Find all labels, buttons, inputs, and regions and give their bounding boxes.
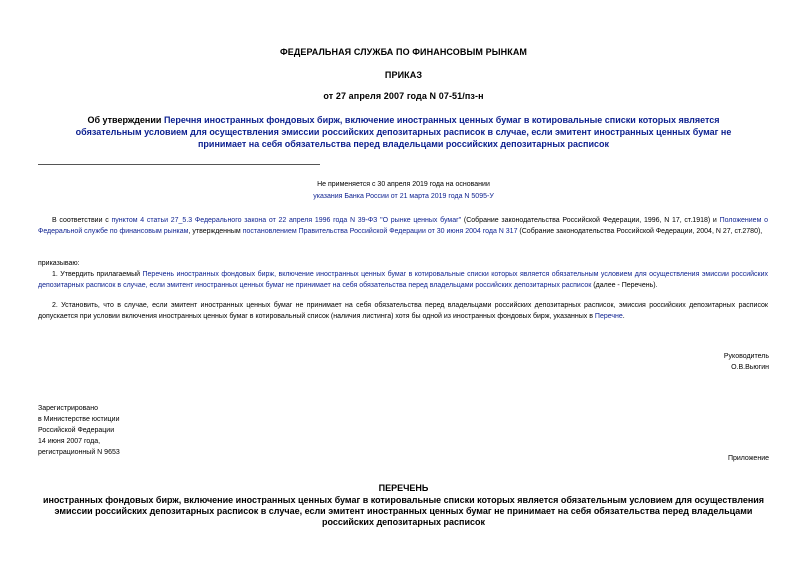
document-title	[60, 114, 747, 150]
item-2-text-1: 2. Установить, что в случае, если эмитент иностранных ценных бумаг не принимает на себя обязательства перед владельцами российских депозитарных расписок, эмиссия российских депозитарных расписок допускается при условии включения иностранных ценных бумаг в котировальный список (наличия листинга) хотя бы одной из иностранных фондовых бирж, указанных в	[38, 302, 768, 320]
item-2-text-2: .	[622, 313, 625, 320]
list-description: иностранных фондовых бирж, включение иностранных ценных бумаг в котировальные списки которых является обязательным условием для осуществления эмиссии российских депозитарных расписок в случае, если эмитент иностранных ценных бумаг не принимает на себя обязательства перед владельцами российских депозитарных расписок	[42, 495, 765, 527]
signature-name: О.В.Вьюгин	[731, 364, 769, 371]
status-link[interactable]: указания Банка России от 21 марта 2019 года N 5095-У	[313, 193, 494, 200]
registration-line-5: регистрационный N 9653	[38, 449, 120, 456]
registration-line-4: 14 июня 2007 года,	[38, 438, 101, 445]
item-1-paragraph	[38, 269, 768, 291]
preamble-text-2: (Собрание законодательства Российской Федерации, 1996, N 17, ст.1918) и	[461, 217, 720, 224]
registration-line-1: Зарегистрировано	[38, 405, 98, 412]
item-1-text-1: 1. Утвердить прилагаемый	[52, 271, 143, 278]
law-link[interactable]: пунктом 4 статьи 27_5.3 Федерального закона от 22 апреля 1996 года N 39-ФЗ "О рынке ценных бумаг"	[111, 217, 462, 224]
status-note	[0, 179, 807, 203]
preamble-text-4: (Собрание законодательства Российской Федерации, 2004, N 27, ст.2780),	[517, 228, 763, 235]
registration-line-3: Российской Федерации	[38, 427, 115, 434]
preamble-text-1: В соответствии с	[52, 217, 112, 224]
title-link[interactable]: Перечня иностранных фондовых бирж, включение иностранных ценных бумаг в котировальные списки которых является обязательным условием для осуществления эмиссии российских депозитарных расписок в случае, если эмитент иностранных ценных бумаг не принимает на себя обязательства перед владельцами российских депозитарных расписок	[75, 115, 732, 149]
registration-line-2: в Министерстве юстиции	[38, 416, 120, 423]
registration-block	[38, 403, 120, 458]
divider	[38, 164, 320, 165]
preamble-text-3: , утвержденным	[188, 228, 243, 235]
agency-name: ФЕДЕРАЛЬНАЯ СЛУЖБА ПО ФИНАНСОВЫМ РЫНКАМ	[279, 47, 528, 57]
appendix-label: Приложение	[727, 455, 769, 462]
list-heading: ПЕРЕЧЕНЬ	[378, 483, 429, 493]
preamble-paragraph	[38, 215, 768, 237]
signature-role: Руководитель	[723, 353, 769, 360]
item-2-paragraph	[38, 300, 768, 322]
document-type: ПРИКАЗ	[384, 70, 423, 80]
regulation-link[interactable]: Положением о Федеральной службе по финансовым рынкам	[38, 217, 768, 235]
list-link[interactable]: Перечень иностранных фондовых бирж, включение иностранных ценных бумаг в котировальные списки которых является обязательным условием для осуществления эмиссии российских депозитарных расписок в случае, если эмитент иностранных ценных бумаг не принимает на себя обязательства перед владельцами российских депозитарных расписок	[38, 271, 768, 289]
document-date-number: от 27 апреля 2007 года N 07-51/пз-н	[323, 91, 484, 101]
signature-block	[724, 351, 769, 373]
order-word: приказываю:	[38, 260, 80, 267]
title-prefix: Об утверждении	[87, 115, 164, 125]
status-text: Не применяется с 30 апреля 2019 года на основании	[317, 181, 490, 188]
list-ref-link[interactable]: Перечне	[594, 313, 623, 320]
decree-link[interactable]: постановлением Правительства Российской Федерации от 30 июня 2004 года N 317	[242, 228, 518, 235]
item-1-text-2: (далее - Перечень).	[591, 282, 658, 289]
